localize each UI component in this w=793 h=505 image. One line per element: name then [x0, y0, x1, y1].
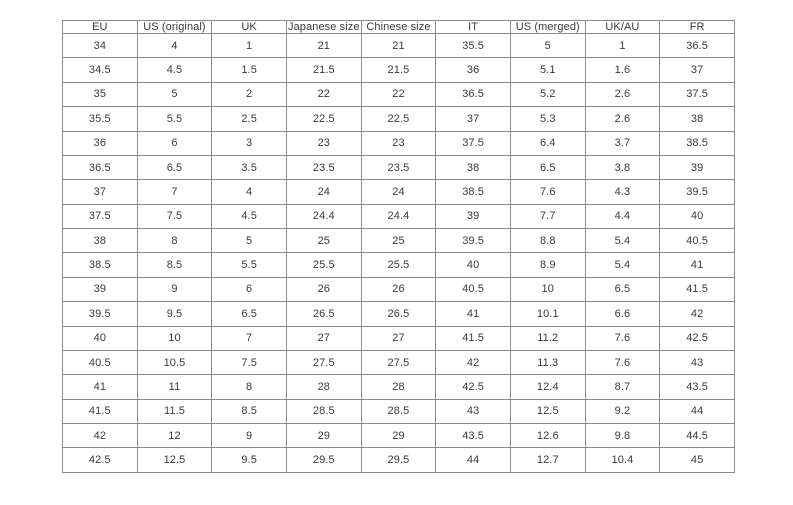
- table-cell: 10: [137, 326, 212, 350]
- table-body: [63, 34, 735, 473]
- table-row: [63, 350, 735, 374]
- table-cell: 5.2: [510, 82, 585, 106]
- table-cell: 7.7: [510, 204, 585, 228]
- table-row: [63, 302, 735, 326]
- table-cell: 9.5: [212, 448, 287, 473]
- column-header: FR: [660, 21, 735, 34]
- table-cell: 43: [660, 350, 735, 374]
- table-cell: 9: [212, 424, 287, 448]
- table-cell: 2.6: [585, 107, 660, 131]
- table-cell: 42: [660, 302, 735, 326]
- table-cell: 25.5: [361, 253, 436, 277]
- table-cell: 11.5: [137, 399, 212, 423]
- table-cell: 28.5: [361, 399, 436, 423]
- table-cell: 8.5: [212, 399, 287, 423]
- table-cell: 39.5: [63, 302, 138, 326]
- table-row: [63, 58, 735, 82]
- table-cell: 45: [660, 448, 735, 473]
- table-cell: 42: [436, 350, 511, 374]
- table-cell: 42.5: [436, 375, 511, 399]
- table-cell: 3: [212, 131, 287, 155]
- column-header: Japanese size: [287, 21, 360, 33]
- table-cell: 27: [361, 326, 436, 350]
- table-cell: 34.5: [63, 58, 138, 82]
- table-cell: 35: [63, 82, 138, 106]
- table-cell: 41.5: [660, 277, 735, 301]
- column-header: UK/AU: [585, 21, 660, 34]
- table-cell: 5.5: [137, 107, 212, 131]
- table-cell: 26.5: [361, 302, 436, 326]
- table-cell: 8: [137, 229, 212, 253]
- table-cell: 38.5: [63, 253, 138, 277]
- table-row: [63, 34, 735, 58]
- table-cell: 38: [63, 229, 138, 253]
- table-cell: 5: [137, 82, 212, 106]
- table-cell: 36: [436, 58, 511, 82]
- table-cell: 21: [361, 34, 436, 58]
- table-cell: 44.5: [660, 424, 735, 448]
- table-cell: 39.5: [436, 229, 511, 253]
- table-cell: 11.3: [510, 350, 585, 374]
- table-cell: 12.6: [510, 424, 585, 448]
- table-cell: 7.6: [510, 180, 585, 204]
- table-cell: 5.5: [212, 253, 287, 277]
- table-cell: 42.5: [660, 326, 735, 350]
- table-cell: 6.4: [510, 131, 585, 155]
- table-cell: 3.5: [212, 155, 287, 179]
- table-cell: 36.5: [660, 34, 735, 58]
- table-cell: 35.5: [63, 107, 138, 131]
- table-cell: 40: [660, 204, 735, 228]
- table-cell: 11.2: [510, 326, 585, 350]
- table-cell: 37.5: [63, 204, 138, 228]
- table-row: [63, 424, 735, 448]
- table-cell: 29.5: [286, 448, 361, 473]
- table-cell: 6.5: [137, 155, 212, 179]
- table-cell: 26: [361, 277, 436, 301]
- table-row: [63, 229, 735, 253]
- table-cell: 26: [286, 277, 361, 301]
- table-cell: 39: [63, 277, 138, 301]
- table-cell: 38: [660, 107, 735, 131]
- table-cell: 21.5: [286, 58, 361, 82]
- table-cell: 27.5: [361, 350, 436, 374]
- table-cell: 12.7: [510, 448, 585, 473]
- table-cell: 4.5: [137, 58, 212, 82]
- table-cell: 43.5: [660, 375, 735, 399]
- table-cell: 40: [436, 253, 511, 277]
- table-cell: 22.5: [286, 107, 361, 131]
- table-cell: 6.5: [585, 277, 660, 301]
- table-cell: 5.1: [510, 58, 585, 82]
- table-cell: 23.5: [361, 155, 436, 179]
- column-header: US (merged): [510, 21, 585, 34]
- table-row: [63, 107, 735, 131]
- table-cell: 23.5: [286, 155, 361, 179]
- table-cell: 43: [436, 399, 511, 423]
- table-cell: 43.5: [436, 424, 511, 448]
- table-cell: 29: [286, 424, 361, 448]
- table-row: [63, 326, 735, 350]
- table-cell: 44: [660, 399, 735, 423]
- table-cell: 25: [286, 229, 361, 253]
- column-header: UK: [212, 21, 287, 34]
- table-cell: 42.5: [63, 448, 138, 473]
- table-cell: 3.7: [585, 131, 660, 155]
- table-cell: 2: [212, 82, 287, 106]
- table-row: [63, 204, 735, 228]
- table-cell: 4.5: [212, 204, 287, 228]
- table-cell: 9.5: [137, 302, 212, 326]
- table-cell: 10.1: [510, 302, 585, 326]
- table-cell: 5.3: [510, 107, 585, 131]
- table-cell: 5: [510, 34, 585, 58]
- table-cell: 8.7: [585, 375, 660, 399]
- table-row: [63, 253, 735, 277]
- table-cell: 40: [63, 326, 138, 350]
- table-cell: 22.5: [361, 107, 436, 131]
- table-cell: 24.4: [286, 204, 361, 228]
- table-cell: 37: [436, 107, 511, 131]
- table-cell: 38: [436, 155, 511, 179]
- table-cell: 37.5: [660, 82, 735, 106]
- table-cell: 29: [361, 424, 436, 448]
- table-cell: 2.5: [212, 107, 287, 131]
- table-cell: 10.5: [137, 350, 212, 374]
- table-cell: 28: [361, 375, 436, 399]
- table-cell: 5.4: [585, 253, 660, 277]
- table-cell: 23: [286, 131, 361, 155]
- table-cell: 37: [63, 180, 138, 204]
- table-cell: 40.5: [660, 229, 735, 253]
- table-cell: 41: [436, 302, 511, 326]
- table-cell: 41: [63, 375, 138, 399]
- table-cell: 8.8: [510, 229, 585, 253]
- table-row: [63, 277, 735, 301]
- table-cell: 44: [436, 448, 511, 473]
- table-cell: 6.6: [585, 302, 660, 326]
- table-cell: 8.5: [137, 253, 212, 277]
- table-cell: 6: [212, 277, 287, 301]
- table-cell: 37.5: [436, 131, 511, 155]
- table-cell: 9: [137, 277, 212, 301]
- table-row: [63, 155, 735, 179]
- table-cell: 6.5: [510, 155, 585, 179]
- table-cell: 25: [361, 229, 436, 253]
- table-cell: 4.4: [585, 204, 660, 228]
- table-cell: 6: [137, 131, 212, 155]
- table-cell: 10.4: [585, 448, 660, 473]
- table-cell: 9.8: [585, 424, 660, 448]
- table-cell: 41.5: [63, 399, 138, 423]
- table-cell: 1.5: [212, 58, 287, 82]
- table-cell: 4: [212, 180, 287, 204]
- table-cell: 4: [137, 34, 212, 58]
- table-cell: 39.5: [660, 180, 735, 204]
- table-cell: 7.5: [137, 204, 212, 228]
- table-cell: 7.5: [212, 350, 287, 374]
- table-cell: 1.6: [585, 58, 660, 82]
- table-cell: 22: [286, 82, 361, 106]
- table-row: [63, 82, 735, 106]
- table-cell: 21: [286, 34, 361, 58]
- table-cell: 8: [212, 375, 287, 399]
- table-cell: 8.9: [510, 253, 585, 277]
- table-cell: 40.5: [436, 277, 511, 301]
- table-cell: 41.5: [436, 326, 511, 350]
- table-row: [63, 399, 735, 423]
- header-row: [63, 21, 735, 34]
- table-row: [63, 180, 735, 204]
- table-cell: 2.6: [585, 82, 660, 106]
- table-cell: 5.4: [585, 229, 660, 253]
- table-cell: 1: [212, 34, 287, 58]
- table-cell: 27.5: [286, 350, 361, 374]
- table-cell: 40.5: [63, 350, 138, 374]
- table-cell: 24.4: [361, 204, 436, 228]
- table-row: [63, 375, 735, 399]
- table-cell: 7: [137, 180, 212, 204]
- table-cell: 1: [585, 34, 660, 58]
- table-cell: 29.5: [361, 448, 436, 473]
- table-cell: 36.5: [63, 155, 138, 179]
- column-header: IT: [436, 21, 511, 34]
- table-cell: 10: [510, 277, 585, 301]
- table-cell: 39: [660, 155, 735, 179]
- table-cell: 7.6: [585, 350, 660, 374]
- table-cell: 12.5: [137, 448, 212, 473]
- table-cell: 36.5: [436, 82, 511, 106]
- table-cell: 11: [137, 375, 212, 399]
- table-cell: 39: [436, 204, 511, 228]
- table-cell: 12: [137, 424, 212, 448]
- table-cell: 23: [361, 131, 436, 155]
- table-cell: 9.2: [585, 399, 660, 423]
- table-cell: 22: [361, 82, 436, 106]
- table-cell: 7: [212, 326, 287, 350]
- table-cell: 36: [63, 131, 138, 155]
- table-cell: 38.5: [660, 131, 735, 155]
- table-cell: 41: [660, 253, 735, 277]
- column-header: EU: [63, 21, 138, 34]
- table-row: [63, 448, 735, 473]
- table-cell: 6.5: [212, 302, 287, 326]
- table-row: [63, 131, 735, 155]
- table-cell: 3.8: [585, 155, 660, 179]
- table-cell: 12.5: [510, 399, 585, 423]
- table-cell: 5: [212, 229, 287, 253]
- table-cell: 4.3: [585, 180, 660, 204]
- table-cell: 37: [660, 58, 735, 82]
- table-cell: 21.5: [361, 58, 436, 82]
- table-cell: 28.5: [286, 399, 361, 423]
- table-cell: 24: [286, 180, 361, 204]
- table-cell: 28: [286, 375, 361, 399]
- table-cell: 42: [63, 424, 138, 448]
- table-cell: 35.5: [436, 34, 511, 58]
- column-header: Chinese size: [361, 21, 436, 34]
- table-cell: 24: [361, 180, 436, 204]
- shoe-size-conversion-table: [62, 20, 735, 473]
- table-cell: 12.4: [510, 375, 585, 399]
- table-cell: 38.5: [436, 180, 511, 204]
- table-cell: 25.5: [286, 253, 361, 277]
- table-cell: 34: [63, 34, 138, 58]
- column-header: US (original): [137, 21, 212, 34]
- table-cell: 27: [286, 326, 361, 350]
- table-cell: 7.6: [585, 326, 660, 350]
- table-cell: 26.5: [286, 302, 361, 326]
